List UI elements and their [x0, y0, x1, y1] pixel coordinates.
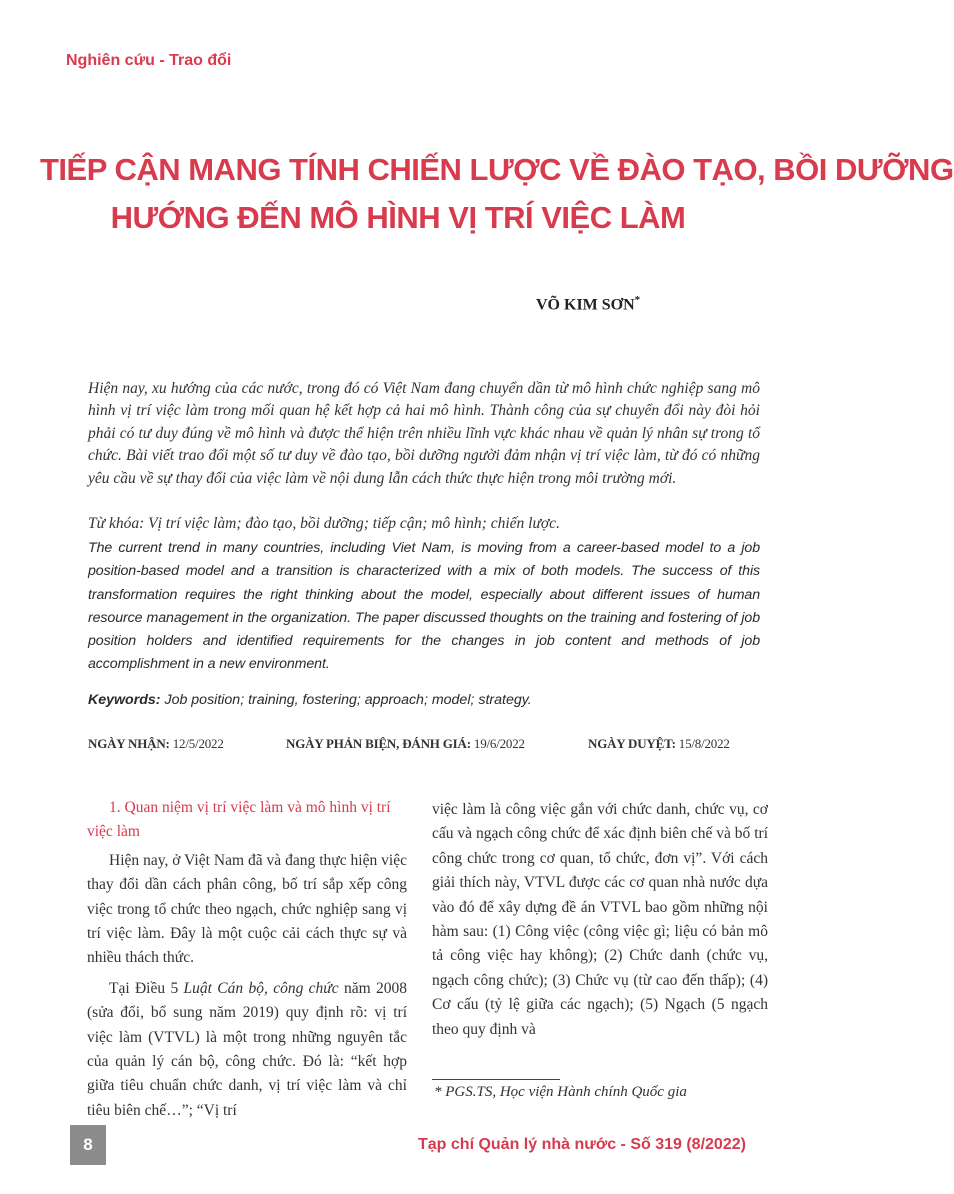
body-paragraph: Hiện nay, ở Việt Nam đã và đang thực hiện việc thay đổi dần cách phân công, bố trí sắp xếp công việc trong tổ chức theo ngạch, chức nghiệp sang vị trí việc làm. Đây là một cuộc cải cách thực sự và nhiều thách thức. — [87, 851, 407, 967]
author-name: VÕ KIM SƠN — [536, 296, 635, 314]
date-reviewed-value: 19/6/2022 — [473, 736, 525, 751]
author-footnote-mark: * — [634, 294, 641, 306]
article-title-line-2: HƯỚNG ĐẾN MÔ HÌNH VỊ TRÍ VIỆC LÀM — [110, 200, 686, 235]
section-heading: 1. Quan niệm vị trí việc làm và mô hình vị trí việc làm — [87, 799, 391, 841]
keywords-english — [88, 692, 532, 708]
keywords-english-text: Job position; training, fostering; approach; model; strategy. — [160, 692, 532, 708]
author — [536, 294, 640, 314]
date-reviewed-label: NGÀY PHẢN BIỆN, ĐÁNH GIÁ: — [286, 736, 471, 751]
date-approved-value: 15/8/2022 — [678, 736, 730, 751]
body-text: năm 2008 (sửa đổi, bổ sung năm 2019) quy định rõ: vị trí việc làm (VTVL) là một trong những nguyên tắc của quản lý cán bộ, công chức. Đó là: “kết hợp giữa tiêu chuẩn chức danh, vị trí việc làm và chỉ tiêu biên chế…”; “Vị trí — [87, 979, 408, 1119]
date-received — [88, 736, 224, 752]
date-reviewed — [286, 736, 525, 752]
body-column-right — [432, 798, 768, 1048]
section-label: Nghiên cứu - Trao đổi — [66, 52, 232, 69]
abstract-english: The current trend in many countries, including Viet Nam, is moving from a career-based model to a job position-based model and a transition is characterized with a mix of both models. The success of this transformation requires the right thinking about the model, especially about different issues of human resource management in the organization. The paper discussed thoughts on the training and fostering of job position holders and identified requirements for the changes in job content and methods of job accomplishment in a new environment. — [88, 540, 760, 673]
journal-footer: Tạp chí Quản lý nhà nước - Số 319 (8/2022) — [418, 1136, 746, 1153]
date-received-label: NGÀY NHẬN: — [88, 736, 170, 751]
footnote-divider — [432, 1079, 560, 1080]
keywords-vietnamese: Từ khóa: Vị trí việc làm; đào tạo, bồi dưỡng; tiếp cận; mô hình; chiến lược. — [88, 515, 560, 532]
date-received-value: 12/5/2022 — [172, 736, 224, 751]
date-approved — [588, 736, 730, 752]
page-number: 8 — [70, 1125, 106, 1165]
body-paragraph: việc làm là công việc gắn với chức danh, chức vụ, cơ cấu và ngạch công chức để xác định biên chế và bố trí công chức trong cơ quan, tổ chức, đơn vị”. Với cách giải thích này, VTVL được các cơ quan nhà nước dựa vào đó để xây dựng đề án VTVL bao gồm những nội hàm sau: (1) Công việc (công việc gì; liệu có bản mô tả công việc hay không); (2) Chức danh (chức vụ, ngạch công chức); (3) Chức vụ (từ cao đến thấp); (4) Cơ cấu (tỷ lệ giữa các ngạch); (5) Ngạch (5 ngạch theo quy định và — [432, 801, 768, 1038]
keywords-english-label: Keywords: — [88, 692, 161, 708]
body-paragraph — [87, 977, 407, 1123]
footnote: * PGS.TS, Học viện Hành chính Quốc gia — [434, 1084, 687, 1100]
body-column-left — [87, 796, 407, 1129]
abstract-vietnamese: Hiện nay, xu hướng của các nước, trong đó có Việt Nam đang chuyển dần từ mô hình chức nghiệp sang mô hình vị trí việc làm trong mối quan hệ kết hợp cả hai mô hình. Thành công của sự chuyển đổi này đòi hỏi phải có tư duy đúng về mô hình và được thể hiện trên nhiều lĩnh vực khác nhau về quản lý nhân sự trong tổ chức. Bài viết trao đổi một số tư duy về đào tạo, bồi dưỡng người đảm nhận vị trí việc làm, từ đó có những yêu cầu về sự thay đổi của việc làm về nội dung lẫn cách thức thực hiện trong môi trường mới. — [88, 380, 760, 487]
date-approved-label: NGÀY DUYỆT: — [588, 736, 676, 751]
law-title: Luật Cán bộ, công chức — [183, 979, 339, 997]
article-title-line-1: TIẾP CẬN MANG TÍNH CHIẾN LƯỢC VỀ ĐÀO TẠO, BỒI DƯỠNG — [40, 152, 954, 187]
body-text: Tại Điều 5 — [109, 979, 184, 997]
